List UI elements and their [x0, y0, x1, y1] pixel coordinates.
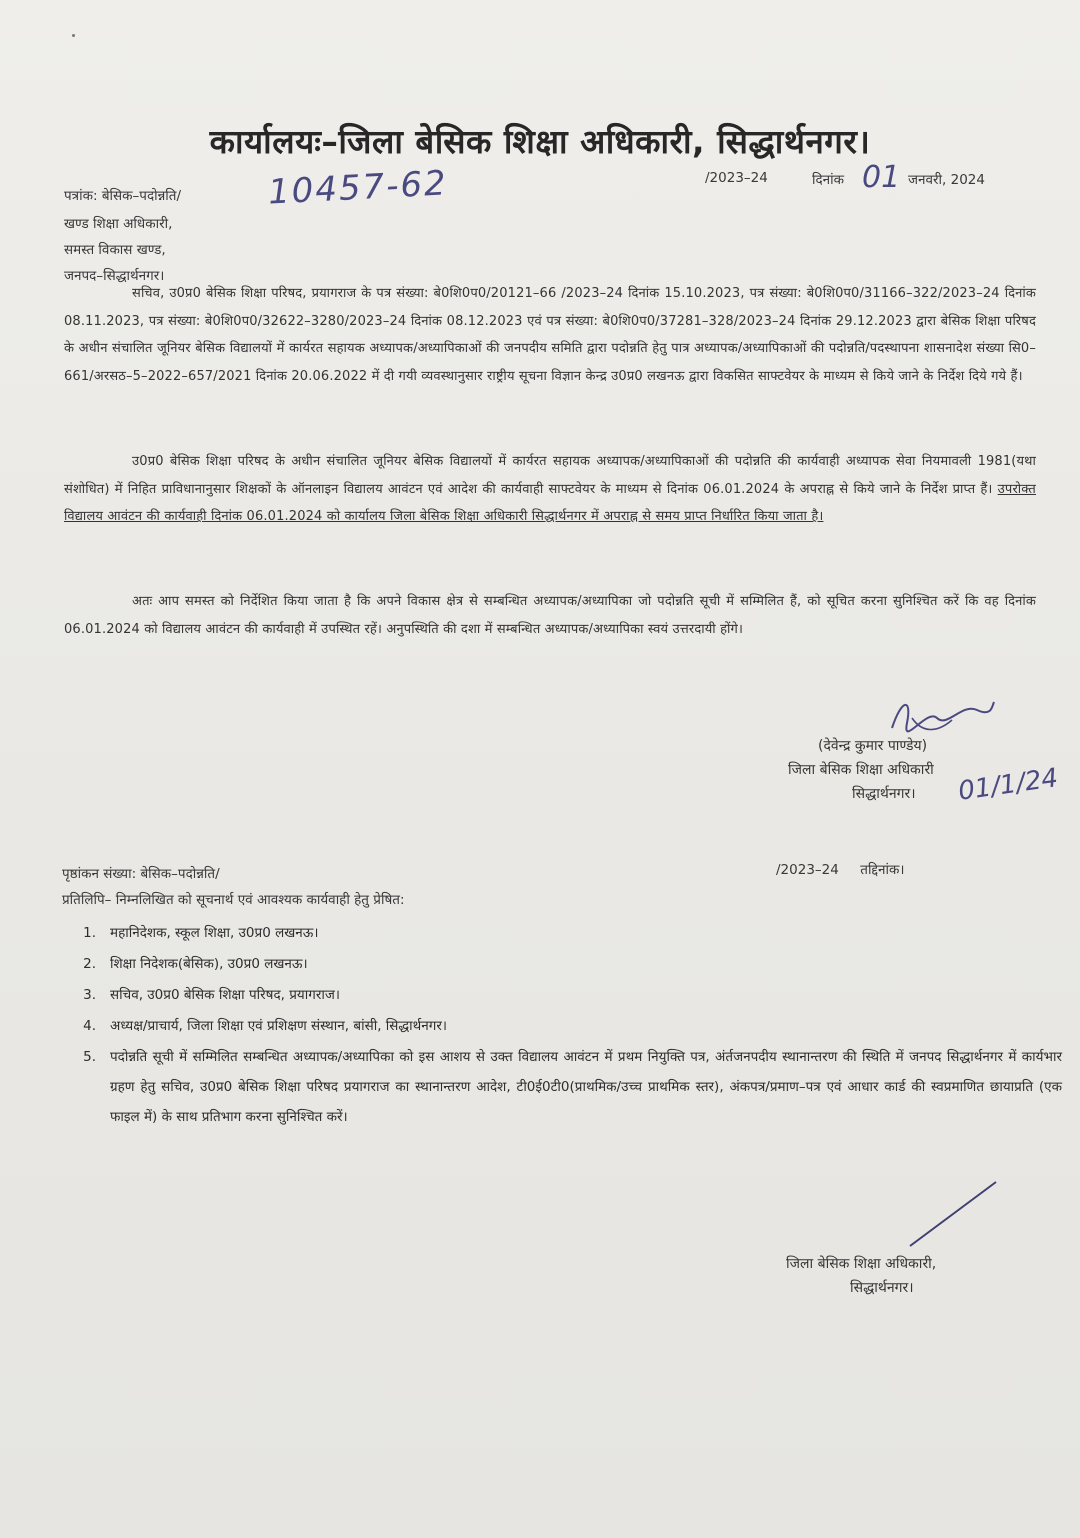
- handwritten-ref-number: 10457-62: [267, 163, 449, 213]
- office-title: कार्यालयः–जिला बेसिक शिक्षा अधिकारी, सिद्धार्थनगर।: [209, 122, 871, 161]
- list-item: 4. अध्यक्ष/प्राचार्य, जिला शिक्षा एवं प्रशिक्षण संस्थान, बांसी, सिद्धार्थनगर।: [83, 1018, 448, 1034]
- date-label: दिनांक: [812, 172, 845, 188]
- list-item: 5. पदोन्नति सूची में सम्मिलित सम्बन्धित अध्यापक/अध्यापिका को इस आशय से उक्त विद्यालय आवंटन में प्रथम नियुक्ति पत्र, अंर्तजनपदीय स्थानान्तरण की स्थिति में जनपद सिद्धार्थनगर में कार्यभार ग्रहण हेतु सचिव, उ0प्र0 बेसिक शिक्षा परिषद प्रयागराज का स्थानान्तरण आदेश, टी0ई0टी0(प्राथमिक/उच्च प्राथमिक स्तर), अंकपत्र/प्रमाण–पत्र एवं आधार कार्ड की स्वप्रमाणित छायाप्रति (एक फाइल में) के साथ प्रतिभाग करना सुनिश्चित करें।: [83, 1049, 1062, 1125]
- body-paragraph-2-text: उ0प्र0 बेसिक शिक्षा परिषद के अधीन संचालित जूनियर बेसिक विद्यालयों में कार्यरत सहायक अध्यापक/अध्यापिकाओं की पदोन्नति की कार्यवाही अध्यापक सेवा नियमावली 1981(यथा संशोधित) में निहित प्राविधानानुसार शिक्षकों के ऑनलाइन विद्यालय आवंटन एवं आदेश की कार्यवाही साफ्टवेयर के माध्यम से दिनांक 06.01.2024 के अपराह्न से किये जाने के निर्देश प्राप्त हैं।: [64, 454, 1036, 497]
- officer-designation-2: जिला बेसिक शिक्षा अधिकारी,: [786, 1256, 937, 1272]
- body-paragraph-2: [64, 448, 1036, 531]
- addressee-line3: जनपद–सिद्धार्थनगर।: [64, 268, 165, 284]
- list-item: 1. महानिदेशक, स्कूल शिक्षा, उ0प्र0 लखनऊ।: [83, 925, 319, 941]
- officer-name: (देवेन्द्र कुमार पाण्डेय): [818, 738, 928, 754]
- speck: [72, 34, 75, 37]
- list-item: 3. सचिव, उ0प्र0 बेसिक शिक्षा परिषद, प्रयागराज।: [83, 987, 340, 1003]
- copy-to-list: [62, 918, 1062, 1132]
- body-paragraph-1: सचिव, उ0प्र0 बेसिक शिक्षा परिषद, प्रयागराज के पत्र संख्या: बे0शि0प0/20121–66 /2023–24 दिनांक 15.10.2023, पत्र संख्या: बे0शि0प0/31166–322/2023–24 दिनांक 08.11.2023, पत्र संख्या: बे0शि0प0/32622–3280/2023–24 दिनांक 08.12.2023 एवं पत्र संख्या: बे0शि0प0/37281–328/2023–24 दिनांक 29.12.2023 द्वारा बेसिक शिक्षा परिषद के अधीन संचालित जूनियर बेसिक विद्यालयों में कार्यरत सहायक अध्यापक/अध्यापिकाओं की जनपदीय समिति द्वारा पदोन्नति हेतु पात्र अध्यापक/अध्यापिकाओं की पदोन्नति/पदस्थापना शासनादेश संख्या सि0–661/अरसठ–5–2022–657/2021 दिनांक 20.06.2022 में दी गयी व्यवस्थानुसार राष्ट्रीय सूचना विज्ञान केन्द्र उ0प्र0 लखनऊ द्वारा विकसित साफ्टवेयर के माध्यम से किये जाने के निर्देश दिये गये हैं।: [64, 286, 1036, 384]
- date-rest: जनवरी, 2024: [908, 172, 985, 188]
- body-paragraph-2-underlined: उपरोक्त विद्यालय आवंटन की कार्यवाही दिनांक 06.01.2024 को कार्यालय जिला बेसिक शिक्षा अधिकारी सिद्धार्थनगर में अपराह्न से समय प्राप्त निर्धारित किया जाता है।: [64, 481, 1036, 524]
- year-ref: /2023–24: [705, 170, 768, 186]
- officer-designation: जिला बेसिक शिक्षा अधिकारी: [788, 762, 934, 778]
- copy-to-line: प्रतिलिपि– निम्नलिखित को सूचनार्थ एवं आवश्यक कार्यवाही हेतु प्रेषित:: [62, 892, 405, 908]
- addressee-line2: समस्त विकास खण्ड,: [64, 242, 166, 258]
- officer-place-2: सिद्धार्थनगर।: [850, 1280, 914, 1296]
- list-item: 2. शिक्षा निदेशक(बेसिक), उ0प्र0 लखनऊ।: [83, 956, 308, 972]
- signature-block-2: [786, 1252, 1026, 1300]
- endorsement-ref: पृष्ठांकन संख्या: बेसिक–पदोन्नति/: [62, 866, 220, 882]
- addressee-line1: खण्ड शिक्षा अधिकारी,: [64, 216, 173, 232]
- ref-prefix: पत्रांक: बेसिक–पदोन्नति/: [64, 188, 182, 204]
- body-paragraph-3: अतः आप समस्त को निर्देशित किया जाता है कि अपने विकास क्षेत्र से सम्बन्धित अध्यापक/अध्यापिका जो पदोन्नति सूची में सम्मिलित हैं, को सूचित करना सुनिश्चित करें कि वह दिनांक 06.01.2024 को विद्यालय आवंटन की कार्यवाही में उपस्थित रहें। अनुपस्थिति की दशा में सम्बन्धित अध्यापक/अध्यापिका स्वयं उत्तरदायी होंगे।: [64, 594, 1036, 637]
- officer-place: सिद्धार्थनगर।: [852, 786, 916, 802]
- handwritten-date-day: 01: [862, 160, 901, 195]
- endorsement-year-date: /2023–24 तद्दिनांक।: [776, 862, 905, 878]
- signature-stroke: [906, 1180, 1006, 1250]
- handwritten-sign-date: 01/1/24: [956, 763, 1060, 807]
